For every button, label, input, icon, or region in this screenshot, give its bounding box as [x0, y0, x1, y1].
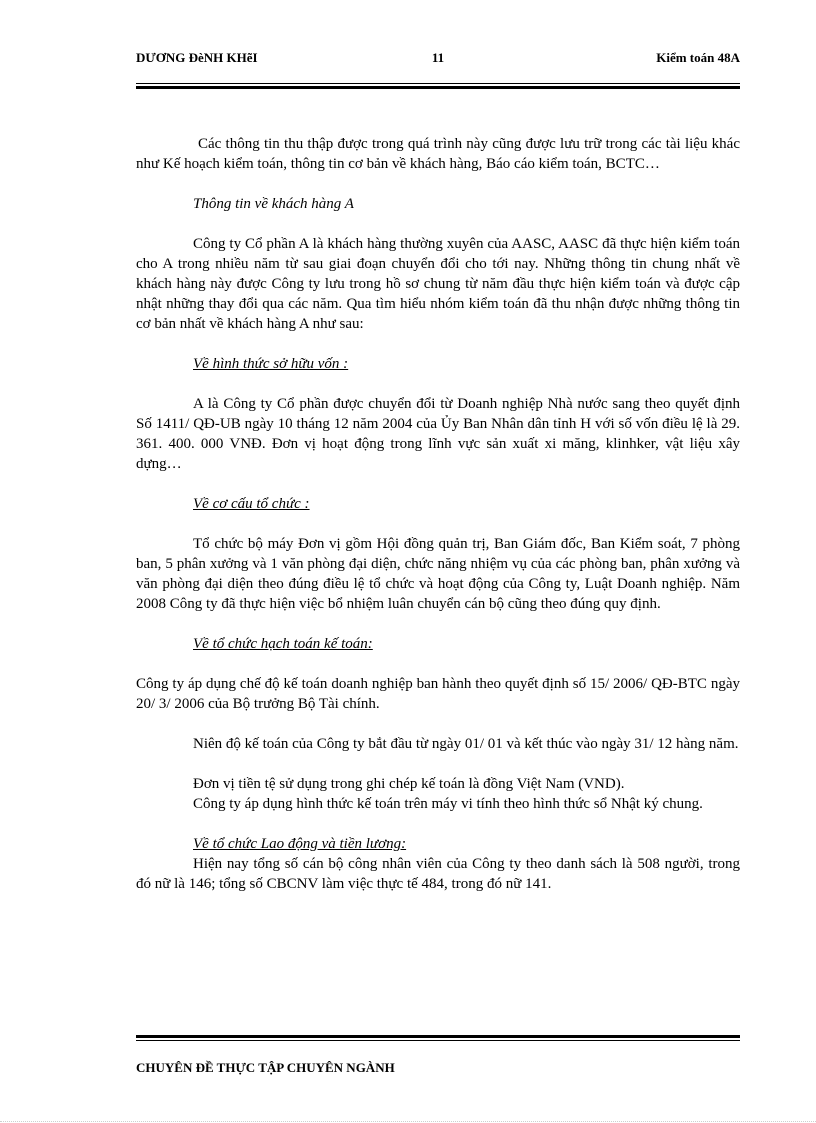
paragraph-ownership: A là Công ty Cổ phần được chuyển đổi từ Doanh nghiệp Nhà nước sang theo quyết định Số 1411/ QĐ-UB ngày 10 tháng 12 năm 2004 của Ủy Ban Nhân dân tỉnh H với số vốn điều lệ là 29. 361. 400. 000 VNĐ. Đơn vị hoạt động trong lĩnh vực sản xuất xi măng, klinhker, vật liệu xây dựng…: [136, 396, 740, 472]
footer-rule-thick: [136, 1035, 740, 1038]
heading-structure: Về cơ cấu tổ chức :: [193, 496, 310, 512]
paragraph-intro: Các thông tin thu thập được trong quá trình này cũng được lưu trữ trong các tài liệu khác như Kế hoạch kiểm toán, thông tin cơ bản về khách hàng, Báo cáo kiểm toán, BCTC…: [136, 136, 740, 172]
header-rule-thin: [136, 83, 740, 84]
footer-rule-thin: [136, 1040, 740, 1041]
heading-accounting: Về tổ chức hạch toán kế toán:: [193, 636, 373, 652]
header-course: Kiểm toán 48A: [656, 50, 740, 65]
paragraph-client-overview: Công ty Cổ phần A là khách hàng thường xuyên của AASC, AASC đã thực hiện kiểm toán cho A trong nhiều năm từ sau giai đoạn chuyển đổi cho tới nay. Những thông tin chung nhất về khách hàng này được Công ty lưu trong hồ sơ chung từ năm đầu thực hiện kiểm toán và được cập nhật những thay đổi qua các năm. Qua tìm hiểu nhóm kiểm toán đã thu nhận được những thông tin cơ bản nhất về khách hàng A như sau:: [136, 236, 740, 332]
heading-ownership: Về hình thức sở hữu vốn :: [193, 356, 349, 372]
page-footer: CHUYÊN ĐỀ THỰC TẬP CHUYÊN NGÀNH: [136, 1060, 395, 1075]
page-number: 11: [431, 50, 445, 65]
page-bottom-border: [0, 1121, 816, 1122]
paragraph-fiscal-year: Niên độ kế toán của Công ty bắt đầu từ ngày 01/ 01 và kết thúc vào ngày 31/ 12 hàng năm.: [193, 736, 739, 752]
heading-client-info: Thông tin về khách hàng A: [193, 196, 354, 212]
paragraph-labor: Hiện nay tổng số cán bộ công nhân viên của Công ty theo danh sách là 508 người, trong đó nữ là 146; tổng số CBCNV làm việc thực tế 484, trong đó nữ 141.: [136, 856, 740, 892]
page-header: [136, 50, 740, 68]
header-rule-thick: [136, 86, 740, 89]
paragraph-bookkeeping: Công ty áp dụng hình thức kế toán trên máy vi tính theo hình thức sổ Nhật ký chung.: [193, 796, 703, 812]
heading-labor: Về tổ chức Lao động và tiền lương:: [193, 836, 407, 852]
paragraph-structure: Tổ chức bộ máy Đơn vị gồm Hội đồng quản trị, Ban Giám đốc, Ban Kiểm soát, 7 phòng ban, 5 phân xưởng và 1 văn phòng đại diện, chức năng nhiệm vụ của các phòng ban, phân xưởng và văn phòng đại diện theo đúng điều lệ tổ chức và hoạt động của Công ty, Luật Doanh nghiệp. Năm 2008 Công ty đã thực hiện việc bổ nhiệm luân chuyển cán bộ cũng theo đúng quy định.: [136, 536, 740, 612]
header-author: DƯƠNG ĐèNH KHẽI: [136, 50, 258, 65]
paragraph-accounting-regime: Công ty áp dụng chế độ kế toán doanh nghiệp ban hành theo quyết định số 15/ 2006/ QĐ-BTC ngày 20/ 3/ 2006 của Bộ trưởng Bộ Tài chính.: [136, 676, 740, 712]
body-content: [136, 134, 740, 894]
paragraph-currency: Đơn vị tiền tệ sử dụng trong ghi chép kế toán là đồng Việt Nam (VND).: [193, 776, 625, 792]
